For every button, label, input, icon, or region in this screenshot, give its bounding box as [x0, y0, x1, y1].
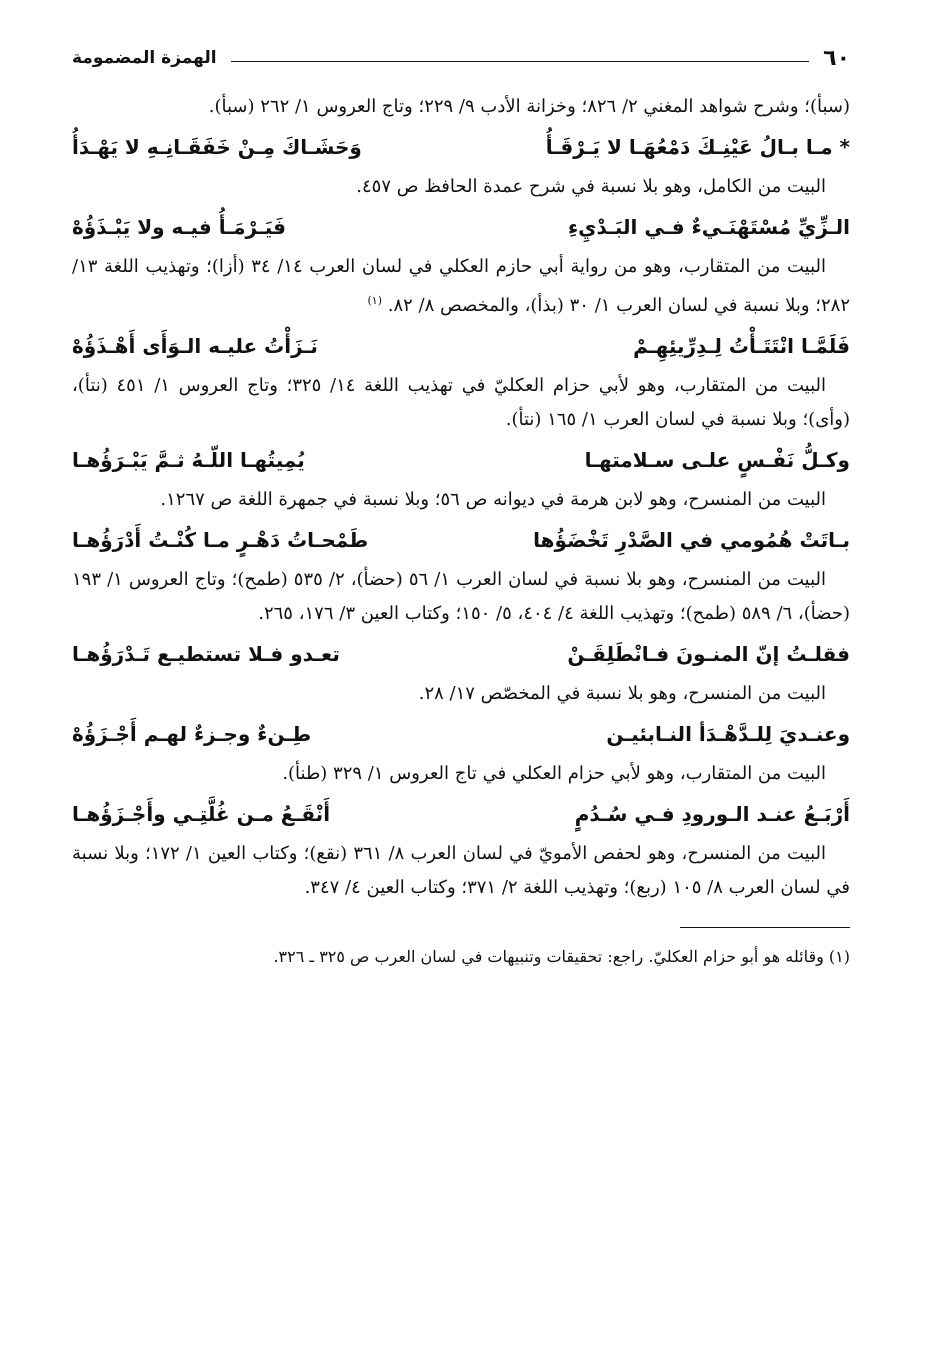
entry [72, 126, 850, 204]
entry [72, 325, 850, 437]
entry [72, 206, 850, 323]
verse-second-hemistich: أَنْقَـعُ مـن غُلَّتِـي وأَجْـزَؤُهـا [72, 802, 331, 826]
entry [72, 519, 850, 631]
book-page [72, 34, 850, 972]
entry [72, 633, 850, 711]
verse-line [72, 519, 850, 563]
section-title: الهمزة المضمومة [72, 48, 217, 68]
verse-second-hemistich: يُمِيتُهـا اللّـهُ ثـمَّ يَبْـرَؤُهـا [72, 448, 305, 472]
entry [72, 439, 850, 517]
verse-first-hemistich: أَرْبَـعُ عنـد الـورودِ فـي سُـدُمٍ [574, 802, 850, 826]
verse-second-hemistich: تعـدو فـلا تستطيـع تَـدْرَؤُهـا [72, 642, 340, 666]
verse-first-hemistich: فَلَمَّـا انْتَتَـأْتُ لِـدِرِّيئِهِـمْ [633, 334, 850, 358]
page-number: ٦٠ [823, 45, 850, 71]
verse-reference [72, 250, 850, 323]
verse-reference: البيت من المتقارب، وهو لأبي حزام العكليّ في تهذيب اللغة ١٤/ ٣٢٥؛ وتاج العروس ١/ ٤٥١ (نتأ)، (وأى)؛ وبلا نسبة في لسان العرب ١/ ١٦٥ (نتأ). [72, 375, 850, 430]
footnote-rule [680, 927, 850, 928]
verse-reference-text: البيت من المتقارب، وهو من رواية أبي حازم العكلي في لسان العرب ١٤/ ٣٤ (أزا)؛ وتهذيب اللغة ١٣/ ٢٨٢؛ وبلا نسبة في لسان العرب ١/ ٣٠ (بذأ)، والمخصص ٨/ ٨٢. [72, 256, 850, 316]
verse-first-hemistich: الـزِّيِّ مُسْتَهْنَـيءٌ فـي البَـدْيِءِ [567, 215, 850, 239]
verse-second-hemistich: طِـنءٌ وجـزءٌ لهـم أَجْـزَؤُهْ [72, 722, 312, 746]
verse-line [72, 325, 850, 369]
entries [72, 90, 850, 905]
verse-reference: البيت من المنسرح، وهو بلا نسبة في لسان العرب ١/ ٥٦ (حضأ)، ٢/ ٥٣٥ (طمح)؛ وتاج العروس ١/ ١٩٣ (حضأ)، ٦/ ٥٨٩ (طمح)؛ وتهذيب اللغة ٤/ ٤٠٤، ٥/ ١٥٠؛ وكتاب العين ٣/ ١٧٦، ٢٦٥. [72, 569, 850, 624]
verse-line [72, 439, 850, 483]
verse-reference: البيت من المتقارب، وهو لأبي حزام العكلي في تاج العروس ١/ ٣٢٩ (طنأ). [282, 763, 826, 784]
verse-reference: البيت من المنسرح، وهو لحفص الأمويّ في لسان العرب ٨/ ٣٦١ (نقع)؛ وكتاب العين ١/ ١٧٢؛ وبلا نسبة في لسان العرب ٨/ ١٠٥ (ربع)؛ وتهذيب اللغة ٢/ ٣٧١؛ وكتاب العين ٤/ ٣٤٧. [72, 843, 850, 898]
entry [72, 793, 850, 905]
verse-reference: البيت من المنسرح، وهو لابن هرمة في ديوانه ص ٥٦؛ وبلا نسبة في جمهرة اللغة ص ١٢٦٧. [160, 489, 826, 510]
verse-first-hemistich: وعنـديَ لِلـدَّهْـدَأ النـابئيـن [606, 722, 850, 746]
running-head [72, 34, 850, 82]
verse-second-hemistich: نَـزَأْتُ عليـه الـوَأَى أَهْـذَؤُهْ [72, 334, 318, 358]
intro-reference: (سبأ)؛ وشرح شواهد المغني ٢/ ٨٢٦؛ وخزانة الأدب ٩/ ٢٢٩؛ وتاج العروس ١/ ٢٦٢ (سبأ). [208, 96, 850, 117]
verse-reference: البيت من الكامل، وهو بلا نسبة في شرح عمدة الحافظ ص ٤٥٧. [356, 176, 826, 197]
verse-first-hemistich: وكـلُّ نَفْـسٍ علـى سـلامتهـا [584, 448, 850, 472]
verse-line [72, 206, 850, 250]
verse-first-hemistich: * مـا بـالُ عَيْنِـكَ دَمْعُهَـا لا يَـرْقَـأُ [545, 135, 850, 159]
verse-line [72, 793, 850, 837]
footnote-marker[interactable]: (١) [367, 294, 382, 307]
entry [72, 713, 850, 791]
verse-second-hemistich: وَحَشَـاكَ مِـنْ خَفَقَـانِـهِ لا يَهْـدَأُ [72, 135, 362, 159]
header-rule [231, 61, 810, 62]
verse-line [72, 713, 850, 757]
verse-first-hemistich: فقلـتُ إنّ المنـونَ فـانْطَلِقَـنْ [567, 642, 850, 666]
verse-second-hemistich: فَيَـرْمَـأُ فيـه ولا يَبْـذَؤُهْ [72, 215, 287, 239]
verse-line [72, 633, 850, 677]
footnote: (١) وقائله هو أبو حزام العكليّ. راجع: تحقيقات وتنبيهات في لسان العرب ص ٣٢٥ ـ ٣٢٦. [273, 947, 850, 966]
verse-first-hemistich: بـاتَتْ هُمُومي في الصَّدْرِ تَخْضَؤُها [533, 528, 850, 552]
verse-reference: البيت من المنسرح، وهو بلا نسبة في المخصّص ١٧/ ٢٨. [418, 683, 826, 704]
verse-line [72, 126, 850, 170]
verse-second-hemistich: طَمْحـاتُ دَهْـرٍ مـا كُنْـتُ أَدْرَؤُهـا [72, 528, 369, 552]
